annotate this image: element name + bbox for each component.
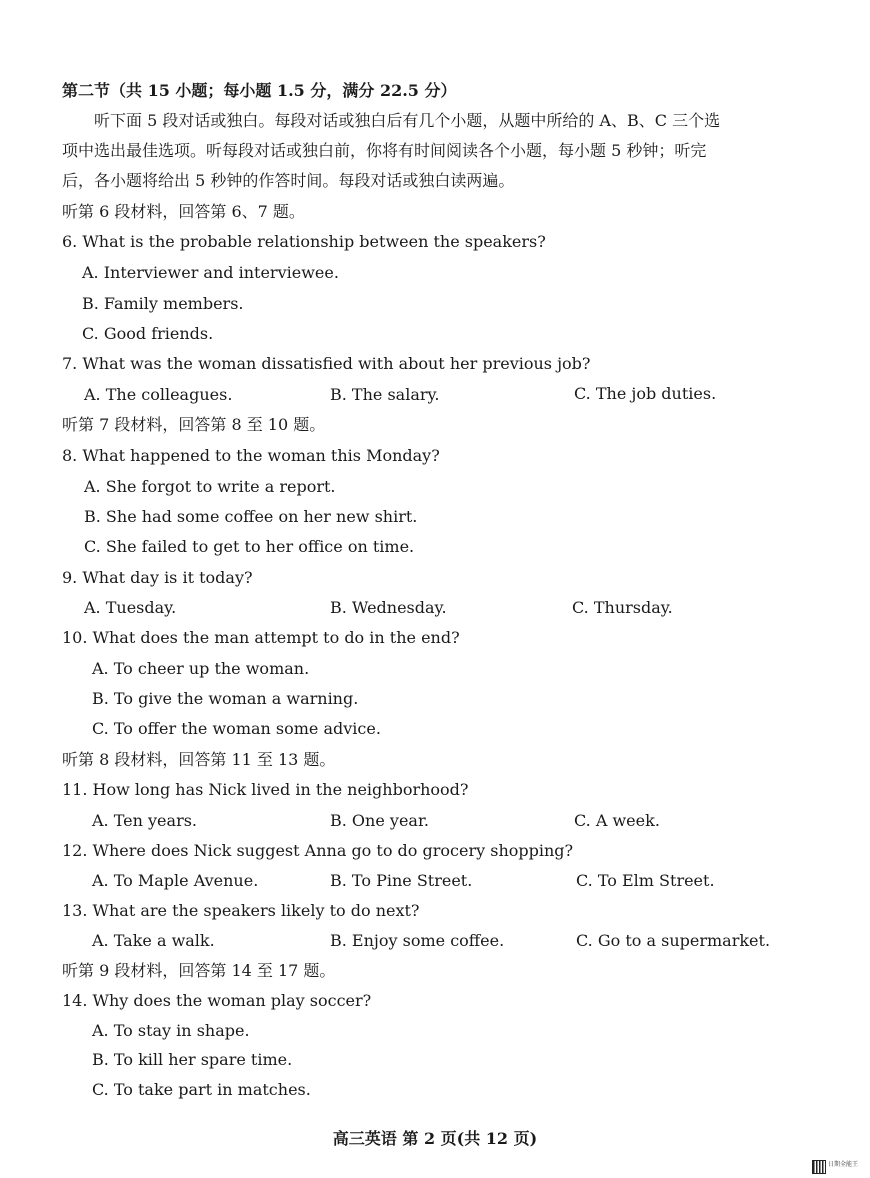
- q11-option-c: C. A week.: [574, 811, 660, 830]
- q12-option-c: C. To Elm Street.: [576, 871, 715, 890]
- q6-option-b: B. Family members.: [82, 294, 244, 313]
- group-heading-7: 听第 7 段材料，回答第 8 至 10 题。: [62, 415, 326, 434]
- question-10: 10. What does the man attempt to do in the end?: [62, 628, 460, 647]
- section-header: 第二节（共 15 小题；每小题 1.5 分，满分 22.5 分）: [62, 81, 457, 100]
- q13-option-b: B. Enjoy some coffee.: [330, 931, 505, 950]
- instructions-line-1: 听下面 5 段对话或独白。每段对话或独白后有几个小题，从题中所给的 A、B、C 三个选: [94, 111, 721, 130]
- q12-option-b: B. To Pine Street.: [330, 871, 473, 890]
- q10-option-b: B. To give the woman a warning.: [92, 689, 359, 708]
- q12-option-a: A. To Maple Avenue.: [92, 871, 259, 890]
- q10-option-c: C. To offer the woman some advice.: [92, 719, 381, 738]
- q13-option-c: C. Go to a supermarket.: [576, 931, 771, 950]
- q7-option-a: A. The colleagues.: [84, 385, 233, 404]
- question-9: 9. What day is it today?: [62, 568, 253, 587]
- q7-option-c: C. The job duties.: [574, 384, 717, 403]
- group-heading-8: 听第 8 段材料，回答第 11 至 13 题。: [62, 750, 336, 769]
- q9-option-b: B. Wednesday.: [330, 598, 447, 617]
- q9-option-a: A. Tuesday.: [84, 598, 177, 617]
- group-heading-6: 听第 6 段材料，回答第 6、7 题。: [62, 202, 305, 221]
- question-8: 8. What happened to the woman this Monday?: [62, 446, 440, 465]
- question-6: 6. What is the probable relationship between the speakers?: [62, 232, 546, 251]
- question-7: 7. What was the woman dissatisfied with about her previous job?: [62, 354, 591, 373]
- q8-option-a: A. She forgot to write a report.: [84, 477, 336, 496]
- question-13: 13. What are the speakers likely to do next?: [62, 901, 420, 920]
- instructions-line-3: 后，各小题将给出 5 秒钟的作答时间。每段对话或独白读两遍。: [62, 171, 515, 190]
- q11-option-b: B. One year.: [330, 811, 429, 830]
- scanner-watermark: 日期全能王: [828, 1161, 859, 1168]
- qr-code-icon: [812, 1160, 826, 1174]
- q6-option-a: A. Interviewer and interviewee.: [82, 263, 339, 282]
- q11-option-a: A. Ten years.: [92, 811, 198, 830]
- q14-option-a: A. To stay in shape.: [92, 1021, 250, 1040]
- q13-option-a: A. Take a walk.: [92, 931, 215, 950]
- q8-option-b: B. She had some coffee on her new shirt.: [84, 507, 418, 526]
- q6-option-c: C. Good friends.: [82, 324, 214, 343]
- q14-option-c: C. To take part in matches.: [92, 1080, 311, 1099]
- question-11: 11. How long has Nick lived in the neighborhood?: [62, 780, 469, 799]
- q7-option-b: B. The salary.: [330, 385, 440, 404]
- instructions-line-2: 项中选出最佳选项。听每段对话或独白前，你将有时间阅读各个小题，每小题 5 秒钟；听完: [62, 141, 707, 160]
- q8-option-c: C. She failed to get to her office on time.: [84, 537, 415, 556]
- question-14: 14. Why does the woman play soccer?: [62, 991, 372, 1010]
- group-heading-9: 听第 9 段材料，回答第 14 至 17 题。: [62, 961, 336, 980]
- page-footer: 高三英语 第 2 页(共 12 页): [332, 1129, 538, 1148]
- q9-option-c: C. Thursday.: [572, 598, 673, 617]
- q10-option-a: A. To cheer up the woman.: [92, 659, 310, 678]
- question-12: 12. Where does Nick suggest Anna go to do grocery shopping?: [62, 841, 574, 860]
- q14-option-b: B. To kill her spare time.: [92, 1050, 293, 1069]
